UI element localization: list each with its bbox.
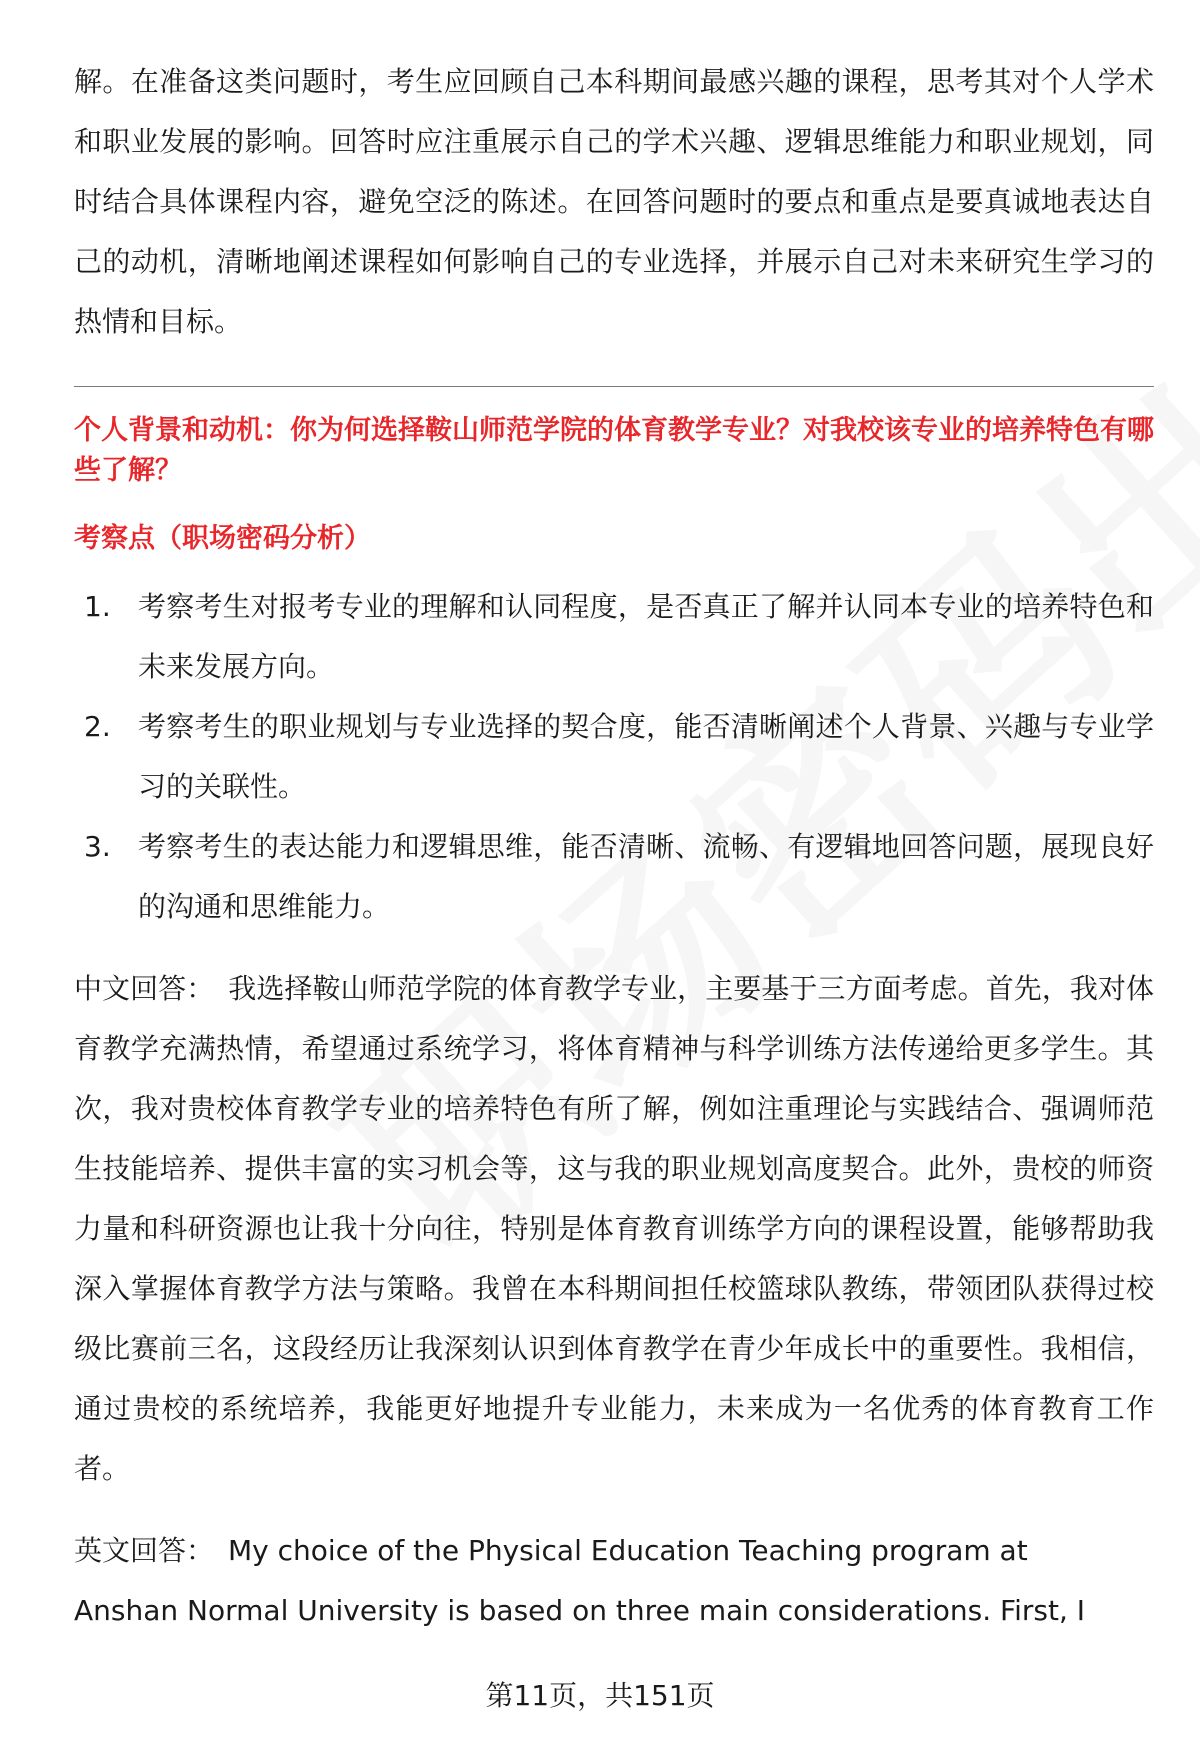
english-answer	[74, 1521, 1154, 1641]
list-number: 1.	[84, 590, 111, 623]
list-text: 考察考生的表达能力和逻辑思维，能否清晰、流畅、有逻辑地回答问题，展现良好的沟通和思维能力。	[138, 830, 1154, 923]
focus-points-list	[74, 577, 1154, 937]
list-number: 3.	[84, 830, 111, 863]
document-page	[74, 52, 1154, 1641]
list-text: 考察考生对报考专业的理解和认同程度，是否真正了解并认同本专业的培养特色和未来发展方向。	[138, 590, 1154, 683]
focus-heading: 考察点（职场密码分析）	[74, 523, 371, 554]
english-answer-line-2: Anshan Normal University is based on three main considerations. First, I	[74, 1594, 1086, 1627]
english-answer-label: 英文回答：	[74, 1534, 215, 1567]
page-footer: 第11页，共151页	[485, 1679, 715, 1712]
chinese-answer-label: 中文回答：	[74, 972, 215, 1005]
list-number: 2.	[84, 710, 111, 743]
intro-paragraph: 解。在准备这类问题时，考生应回顾自己本科期间最感兴趣的课程，思考其对个人学术和职业发展的影响。回答时应注重展示自己的学术兴趣、逻辑思维能力和职业规划，同时结合具体课程内容，避免空泛的陈述。在回答问题时的要点和重点是要真诚地表达自己的动机，清晰地阐述课程如何影响自己的专业选择，并展示自己对未来研究生学习的热情和目标。	[74, 65, 1154, 338]
list-item	[74, 577, 1154, 697]
chinese-answer-text: 我选择鞍山师范学院的体育教学专业，主要基于三方面考虑。首先，我对体育教学充满热情，希望通过系统学习，将体育精神与科学训练方法传递给更多学生。其次，我对贵校体育教学专业的培养特色有所了解，例如注重理论与实践结合、强调师范生技能培养、提供丰富的实习机会等，这与我的职业规划高度契合。此外，贵校的师资力量和科研资源也让我十分向往，特别是体育教育训练学方向的课程设置，能够帮助我深入掌握体育教学方法与策略。我曾在本科期间担任校篮球队教练，带领团队获得过校级比赛前三名，这段经历让我深刻认识到体育教学在青少年成长中的重要性。我相信，通过贵校的系统培养，我能更好地提升专业能力，未来成为一名优秀的体育教育工作者。	[74, 972, 1154, 1485]
english-answer-line-1: My choice of the Physical Education Teaching program at	[228, 1534, 1028, 1567]
list-text: 考察考生的职业规划与专业选择的契合度，能否清晰阐述个人背景、兴趣与专业学习的关联性。	[138, 710, 1154, 803]
list-item	[74, 817, 1154, 937]
list-item	[74, 697, 1154, 817]
question-title: 个人背景和动机：你为何选择鞍山师范学院的体育教学专业？对我校该专业的培养特色有哪些了解？	[74, 415, 1154, 486]
chinese-answer	[74, 959, 1154, 1499]
section-divider	[74, 386, 1154, 387]
